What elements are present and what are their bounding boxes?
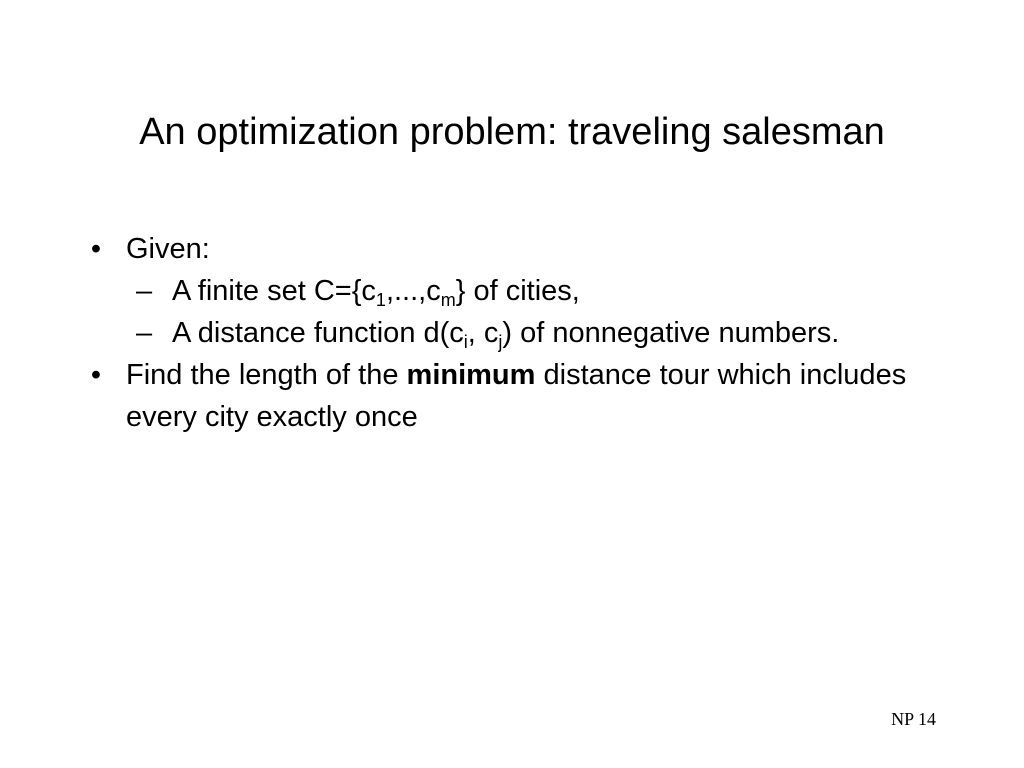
bullet-find [84, 354, 964, 438]
subscript-i: i [463, 332, 468, 352]
slide-number: NP 14 [891, 709, 936, 729]
cities-text-middle: ,...,c [385, 275, 441, 307]
cities-text-prefix: A finite set C={c [172, 275, 376, 307]
bullet-list [84, 228, 964, 438]
bullet-given [84, 228, 964, 270]
sub-bullet-cities [84, 270, 964, 312]
cities-text-suffix: } of cities, [455, 275, 580, 307]
bullet-marker: • [90, 359, 102, 391]
dash-marker: – [136, 317, 153, 349]
sub-bullet-distance [84, 312, 964, 354]
distance-text-suffix: ) of nonnegative numbers. [502, 317, 840, 349]
bullet-marker: • [90, 233, 102, 265]
subscript-m: m [440, 290, 456, 310]
given-label: Given: [126, 233, 210, 265]
subscript-j: j [498, 332, 503, 352]
given-sub-list [84, 270, 964, 354]
slide-title: An optimization problem: traveling salesman [139, 111, 885, 153]
subscript-1: 1 [375, 290, 386, 310]
distance-text-prefix: A distance function d(c [172, 317, 464, 349]
distance-text-middle: , c [467, 317, 499, 349]
find-emphasis: minimum [406, 359, 536, 391]
find-text-suffix: distance tour which includes every city exactly once [126, 359, 907, 433]
dash-marker: – [136, 275, 153, 307]
find-text-prefix: Find the length of the [126, 359, 407, 391]
